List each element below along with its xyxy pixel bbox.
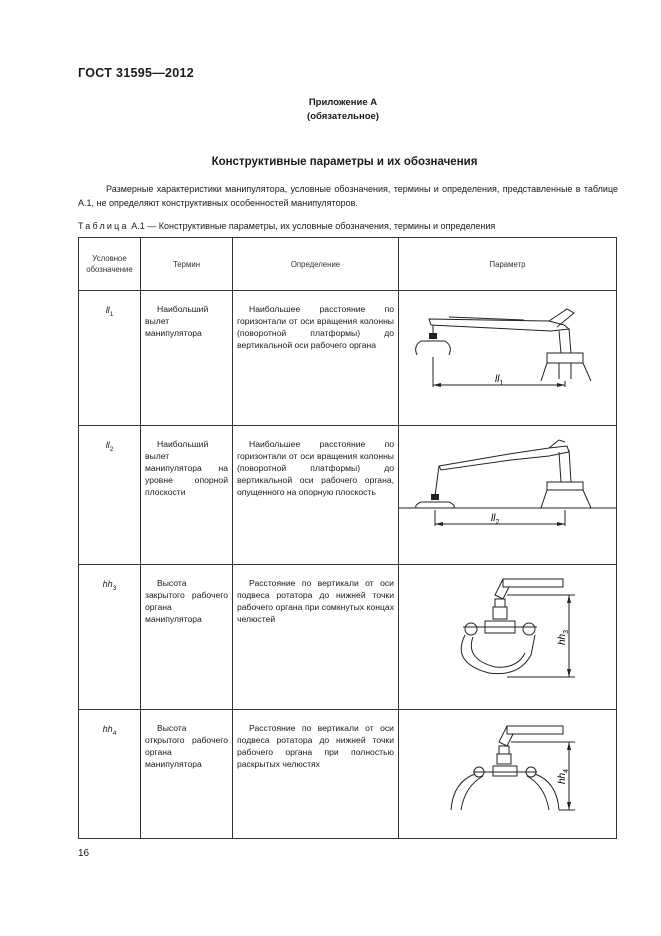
appendix-heading [0, 96, 661, 124]
table-row [79, 291, 617, 426]
table-caption-text: А.1 — Конструктивные параметры, их условные обозначения, термины и определения [131, 221, 496, 231]
page-number: 16 [78, 848, 90, 859]
table-row [79, 426, 617, 565]
row-symbol: $ll_2$ [79, 426, 141, 565]
open-grapple-icon [399, 710, 617, 838]
closed-grapple-icon [399, 565, 617, 709]
row-term: Наибольший вылет манипулятора на уровне опорной плоскости [141, 426, 233, 565]
table-caption [78, 221, 495, 231]
header-term: Термин [141, 238, 233, 291]
table-caption-prefix: Таблица [78, 221, 129, 231]
crane-boom-ground-reach-icon [399, 426, 617, 564]
header-definition: Определение [233, 238, 399, 291]
row-term: Высота открытого рабочего органа манипулятора [141, 710, 233, 839]
row-symbol: $hh_3$ [79, 565, 141, 710]
row-symbol: $hh_4$ [79, 710, 141, 839]
appendix-title: Приложение А [308, 97, 378, 108]
figure-label: $ll_1$ [495, 374, 504, 387]
figure-label: $ll_2$ [491, 513, 500, 526]
parameters-table [78, 237, 617, 839]
row-figure [399, 426, 617, 565]
row-term: Высота закрытого рабочего органа манипулятора [141, 565, 233, 710]
figure-label: $hh_4$ [557, 768, 570, 784]
figure-label: $hh_3$ [557, 629, 570, 645]
row-figure [399, 710, 617, 839]
row-definition: Расстояние по вертикали от оси подвеса ротатора до нижней точки рабочего органа при сомкнутых концах челюстей [233, 565, 399, 710]
row-figure [399, 565, 617, 710]
appendix-status: (обязательное) [307, 111, 379, 122]
document-id: ГОСТ 31595—2012 [78, 66, 195, 80]
row-definition: Наибольшее расстояние по горизонтали от оси вращения колонны (поворотной платформы) до вертикальной оси рабочего органа [233, 291, 399, 426]
row-term: Наибольший вылет манипулятора [141, 291, 233, 426]
row-definition: Наибольшее расстояние по горизонтали от оси вращения колонны (поворотной платформы) до вертикальной оси рабочего органа, опущенного на опорную плоскость [233, 426, 399, 565]
row-definition: Расстояние по вертикали от оси подвеса ротатора до нижней точки рабочего органа при полностью раскрытых челюстях [233, 710, 399, 839]
intro-paragraph: Размерные характеристики манипулятора, условные обозначения, термины и определения, представленные в таблице А.1, не определяют конструктивных особенностей манипуляторов. [78, 184, 618, 208]
table-row [79, 710, 617, 839]
header-symbol: Условное обозначение [79, 238, 141, 291]
table-header-row [79, 238, 617, 291]
crane-boom-reach-icon [399, 291, 617, 425]
section-title: Конструктивные параметры и их обозначения [211, 156, 478, 168]
row-figure [399, 291, 617, 426]
table-row [79, 565, 617, 710]
row-symbol: $ll_1$ [79, 291, 141, 426]
header-parameter: Параметр [399, 238, 617, 291]
